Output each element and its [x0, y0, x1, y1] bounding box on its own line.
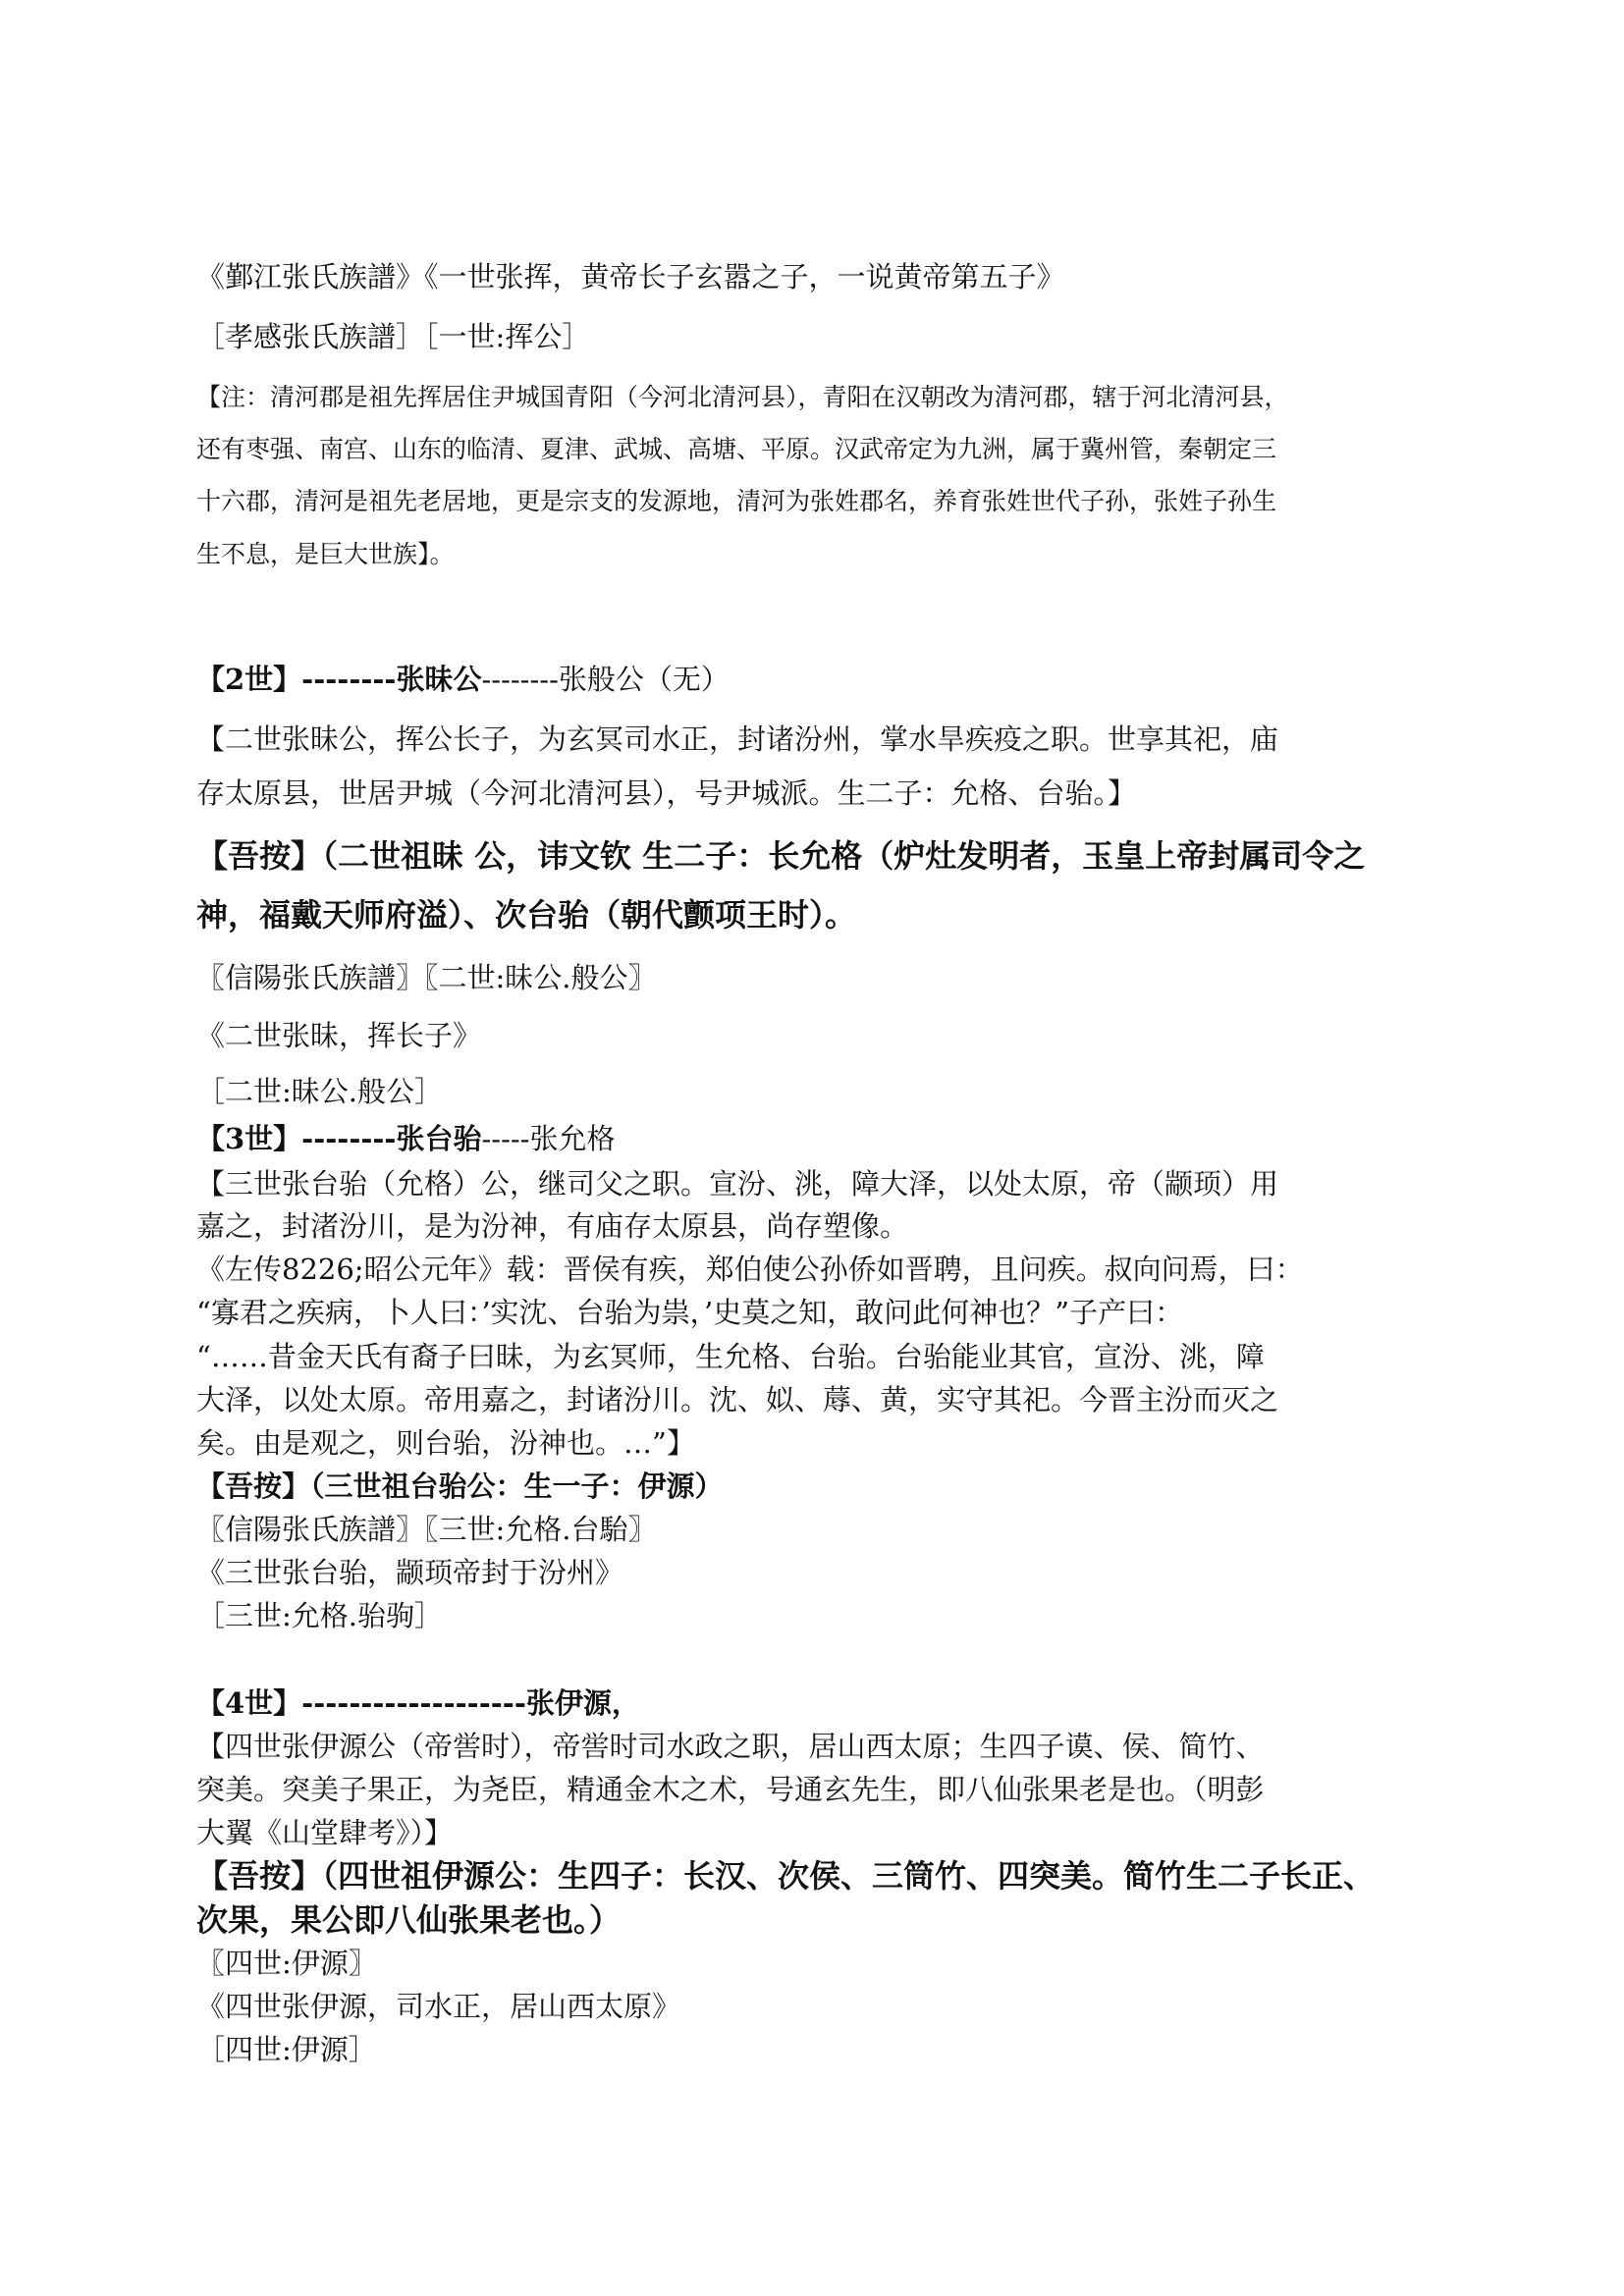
note-line-4: 生不息，是巨大世族】。 [196, 540, 455, 568]
gen4-line-1: 【四世张伊源公（帝喾时），帝喾时司水政之职，居山西太原；生四子谟、侯、简竹、 [196, 1730, 1265, 1763]
line-1: 《鄞江张氏族譜》《一世张挥，黄帝长子玄嚣之子，一说黄帝第五子》 [196, 260, 1065, 294]
gen2-suffix: --------张般公（无） [481, 663, 730, 696]
generation-2-heading [196, 660, 730, 699]
gen2-line-3: 〖信陽张氏族譜〗〖二世:昧公.般公〗 [196, 961, 657, 994]
gen4-line-6: ［四世:伊源］ [196, 2033, 377, 2066]
gen2-note-line-1: 【吾按】（二世祖昧 公，讳文钦 生二子：长允格（炉灶发明者，玉皇上帝封属司令之 [196, 837, 1366, 875]
note-line-3: 十六郡，清河是祖先老居地，更是宗支的发源地，清河为张姓郡名，养育张姓世代子孙，张姓子孙生 [196, 487, 1277, 515]
gen3-line-1: 【三世张台骀（允格）公，继司父之职。宣汾、洮，障大泽，以处太原，帝（颛顼）用 [196, 1167, 1279, 1201]
note-line-2: 还有枣强、南宫、山东的临清、夏津、武城、高塘、平原。汉武帝定为九洲，属于冀州管，秦朝定三 [196, 435, 1277, 463]
gen3-line-7: 矣。由是观之，则台骀，汾神也。…”】 [196, 1426, 695, 1460]
gen2-name: 张昧公 [396, 663, 482, 696]
gen3-name: 张台骀 [396, 1122, 482, 1155]
gen3-note: 【吾按】（三世祖台骀公：生一子：伊源） [196, 1469, 724, 1503]
gen2-note-line-2: 神，福戴天师府溢）、次台骀（朝代颤项王时）。 [196, 896, 857, 934]
gen4-line-4: 〖四世:伊源〗 [196, 1947, 377, 1980]
gen2-line-4: 《二世张昧，挥长子》 [196, 1019, 482, 1052]
gen3-line-6: 大泽，以处太原。帝用嘉之，封诸汾川。沈、姒、蓐、黄，实守其祀。今晋主汾而灭之 [196, 1383, 1279, 1416]
generation-3-heading [196, 1119, 615, 1158]
gen4-prefix: 【4世】------------------- [196, 1686, 526, 1720]
gen2-line-1: 【二世张昧公，挥公长子，为玄冥司水正，封诸汾州，掌水旱疾疫之职。世享其祀，庙 [196, 722, 1279, 756]
gen4-name: 张伊源， [525, 1686, 640, 1720]
gen3-line-4: “寡君之疾病，卜人曰：’实沈、台骀为祟，’史莫之知，敢问此何神也？”子产曰： [196, 1296, 1184, 1329]
line-2: ［孝感张氏族譜］［一世:挥公］ [196, 320, 591, 353]
gen4-line-5: 《四世张伊源，司水正，居山西太原》 [196, 1990, 681, 2023]
gen4-note-line-1: 【吾按】（四世祖伊源公：生四子：长汉、次侯、三筒竹、四突美。简竹生二子长正、 [196, 1857, 1376, 1895]
gen4-note-line-2: 次果，果公即八仙张果老也。） [196, 1901, 622, 1939]
note-line-1: 【注：清河郡是祖先挥居住尹城国青阳（今河北清河县），青阳在汉朝改为清河郡，辖于河北清河县， [196, 383, 1289, 411]
gen3-line-9: 《三世张台骀，颛顼帝封于汾州》 [196, 1556, 624, 1589]
gen4-line-3: 大翼《山堂肆考》）】 [196, 1816, 454, 1849]
gen3-suffix: -----张允格 [481, 1122, 616, 1155]
gen3-line-5: “……昔金天氏有裔子曰昧，为玄冥师，生允格、台骀。台骀能业其官，宣汾、洮，障 [196, 1340, 1265, 1373]
gen2-line-5: ［二世:昧公.般公］ [196, 1075, 443, 1108]
gen3-line-3: 《左传8226;昭公元年》载：晋侯有疾，郑伯使公孙侨如晋聘，且问疾。叔向问焉，曰： [196, 1253, 1304, 1286]
gen3-prefix: 【3世】-------- [196, 1122, 397, 1155]
gen3-line-2: 嘉之，封渚汾川，是为汾神，有庙存太原县，尚存塑像。 [196, 1209, 909, 1243]
gen3-line-8: 〖信陽张氏族譜〗〖三世:允格.台駘〗 [196, 1513, 657, 1546]
gen2-prefix: 【2世】-------- [196, 663, 397, 696]
gen4-line-2: 突美。突美子果正，为尧臣，精通金木之术，号通玄先生，即八仙张果老是也。（明彭 [196, 1773, 1265, 1806]
gen2-line-2: 存太原县，世居尹城（今河北清河县），号尹城派。生二子：允格、台骀。】 [196, 776, 1137, 810]
generation-4-heading [196, 1683, 640, 1723]
gen3-line-10: ［三世:允格.骀驹］ [196, 1599, 443, 1632]
